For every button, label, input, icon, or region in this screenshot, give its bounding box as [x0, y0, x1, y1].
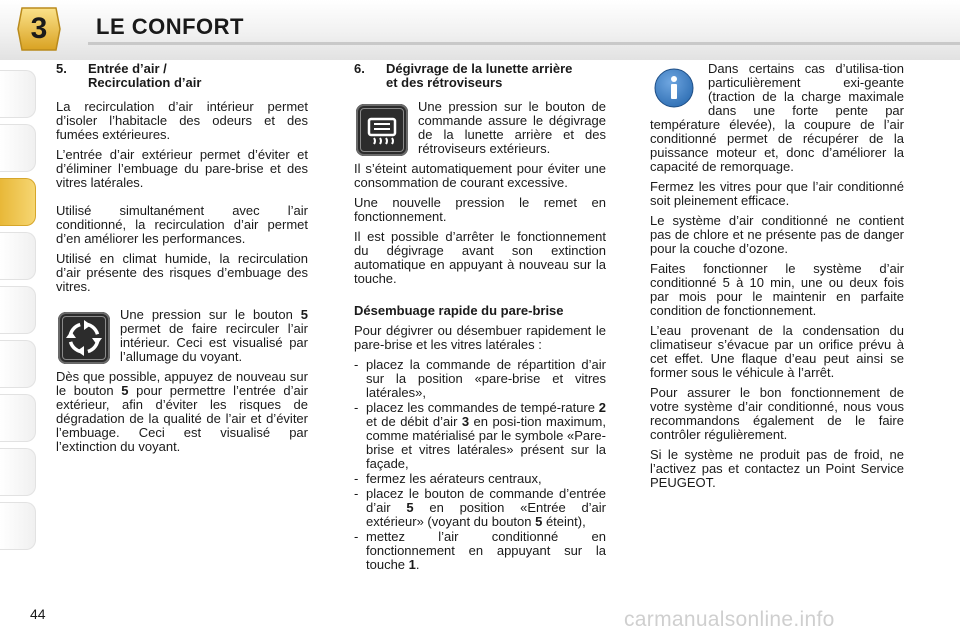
side-tab-1[interactable] [0, 70, 36, 118]
list-item: - placez la commande de répartition d’air sur la position «pare-brise et vitres latérales», [354, 358, 606, 400]
rear-defrost-icon [356, 104, 408, 156]
side-tab-9[interactable] [0, 502, 36, 550]
recirculation-press-text: Une pression sur le bouton 5 permet de faire recirculer l’air intérieur. Ceci est visualisé par l’allumage du voyant. [120, 307, 308, 364]
section-title [386, 62, 572, 90]
side-tab-6[interactable] [0, 340, 36, 388]
section-title-line1: Entrée d’air / [88, 61, 167, 76]
section-5-heading [56, 62, 308, 90]
side-tab-8[interactable] [0, 448, 36, 496]
defrost-press-text: Une pression sur le bouton de commande assure le dégivrage de la lunette arrière et des rétroviseurs extérieurs. [418, 99, 606, 156]
paragraph: L’entrée d’air extérieur permet d’éviter et d’éliminer l’embuage du pare-brise et des vitres latérales. [56, 147, 308, 190]
list-item: - mettez l’air conditionné en fonctionnement en appuyant sur la touche 1. [354, 530, 606, 572]
section-number: 6. [354, 61, 365, 76]
side-tab-4[interactable] [0, 232, 36, 280]
header-rule [88, 42, 960, 45]
section-title [88, 62, 201, 90]
defrost-block [354, 100, 606, 162]
quick-demist-heading: Désembuage rapide du pare-brise [354, 303, 564, 318]
column-air-intake [56, 62, 308, 460]
paragraph: La recirculation d’air intérieur permet d’isoler l’habitacle des odeurs et des fumées extérieures. [56, 99, 308, 142]
recirculation-block [56, 308, 308, 370]
list-item: - placez le bouton de commande d’entrée d’air 5 en position «Entrée d’air extérieur» (voyant du bouton 5 éteint), [354, 487, 606, 529]
side-tab-2[interactable] [0, 124, 36, 172]
paragraph: L’eau provenant de la condensation du climatiseur s’évacue par un orifice prévu à cet effet. Une flaque d’eau peut ainsi se former sous le véhicule à l’arrêt. [650, 323, 904, 380]
paragraph: Faites fonctionner le système d’air conditionné 5 à 10 min, une ou deux fois par mois pour le maintenir en parfaite condition de fonctionnement. [650, 261, 904, 318]
paragraph: Le système d’air conditionné ne contient pas de chlore et ne présente pas de danger pour la couche d’ozone. [650, 213, 904, 256]
paragraph: Dans certains cas d’utilisa-tion particulièrement exi-geante (traction de la charge maximale dans une forte pente par température élevée), la coupure de l’air conditionné permet de récupérer de la puissance moteur et, donc d’améliorer la capacité de remorquage. [650, 61, 904, 174]
side-tab-3-active[interactable] [0, 178, 36, 226]
info-icon [654, 68, 694, 108]
side-tab-7[interactable] [0, 394, 36, 442]
chapter-number: 3 [30, 12, 48, 45]
recirculation-release-text: Dès que possible, appuyez de nouveau sur le bouton 5 pour permettre l’entrée d’air extérieur, afin d’éviter les risques de dégradation de la qualité de l’air et d’éviter l’embuage. Ceci est visualisé par l’extinction du voyant. [56, 369, 308, 454]
paragraph: Utilisé en climat humide, la recirculation d’air présente des risques d’embuage des vitres. [56, 251, 308, 294]
section-6-heading [354, 62, 606, 90]
list-item: - placez les commandes de tempé-rature 2 et de débit d’air 3 en posi-tion maximum, comme matérialisé par le symbole «Pare-brise et vitres latérales» présent sur la façade, [354, 401, 606, 471]
chapter-title: LE CONFORT [96, 14, 244, 39]
section-title-line2: et des rétroviseurs [386, 75, 503, 90]
air-recirculation-icon [58, 312, 110, 364]
column-rear-defrost [354, 62, 606, 578]
list-item: - fermez les aérateurs centraux, [354, 472, 606, 486]
paragraph: Une nouvelle pression le remet en fonctionnement. [354, 195, 606, 224]
paragraph: Utilisé simultanément avec l’air conditionné, la recirculation d’air permet d’en améliorer les performances. [56, 203, 308, 246]
section-number: 5. [56, 61, 67, 76]
side-tabs [0, 62, 38, 582]
paragraph: Pour assurer le bon fonctionnement de votre système d’air conditionné, nous vous recommandons également de le faire contrôler régulièrement. [650, 385, 904, 442]
column-notes [650, 62, 904, 496]
paragraph: Fermez les vitres pour que l’air conditionné soit pleinement efficace. [650, 179, 904, 208]
paragraph: Pour dégivrer ou désembuer rapidement le pare-brise et les vitres latérales : [354, 323, 606, 352]
page-number: 44 [30, 606, 46, 622]
paragraph: Il est possible d’arrêter le fonctionnement du dégivrage avant son extinction automatique en appuyant à nouveau sur la touche. [354, 229, 606, 286]
demist-steps [354, 358, 606, 572]
chapter-badge [16, 6, 62, 52]
section-title-line2: Recirculation d’air [88, 75, 202, 90]
watermark: carmanualsonline.info [624, 608, 835, 631]
side-tab-5[interactable] [0, 286, 36, 334]
section-title-line1: Dégivrage de la lunette arrière [386, 61, 573, 76]
paragraph: Si le système ne produit pas de froid, ne l’activez pas et contactez un Point Service PEUGEOT. [650, 447, 904, 490]
paragraph: Il s’éteint automatiquement pour éviter une consommation de courant excessive. [354, 161, 606, 190]
